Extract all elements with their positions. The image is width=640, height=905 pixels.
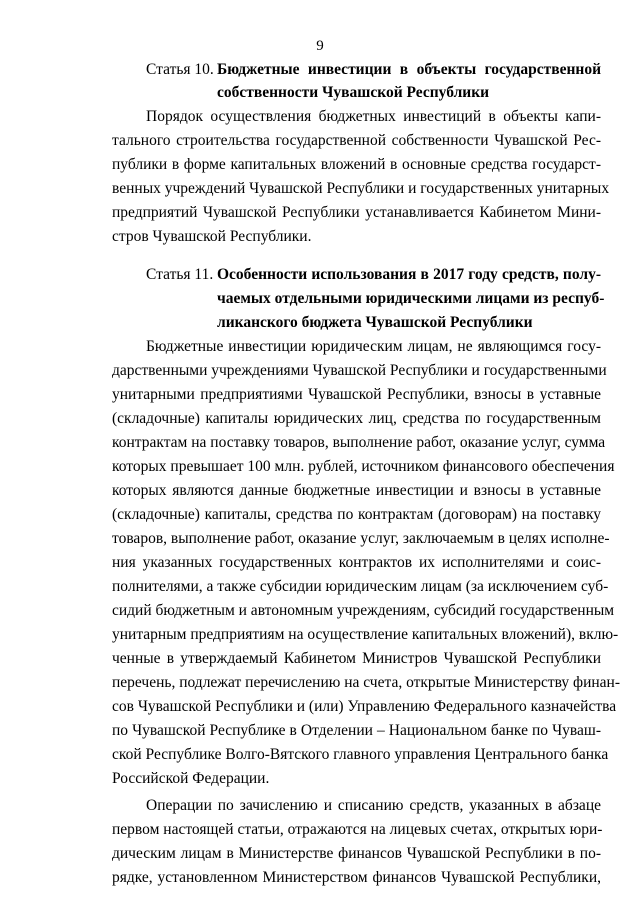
article-11-body-line: которых превышает 100 млн. рублей, источником финансового обеспечения <box>112 458 615 475</box>
article-10-body-line: тального строительства государственной собственности Чувашской Рес- <box>112 132 601 149</box>
article-10-body-line: венных учреждений Чувашской Республики и государственных унитарных <box>112 180 610 197</box>
article-11-body-line: унитарными предприятиями Чувашской Республики, взносы в уставные <box>112 386 601 403</box>
article-11-body-line: Российской Федерации. <box>112 770 270 787</box>
article-11-body2-line: Операции по зачислению и списанию средств, указанных в абзаце <box>146 797 601 814</box>
article-10-title-line-1: Бюджетные инвестиции в объекты государственной <box>217 61 601 78</box>
article-11-title-line-2: чаемых отдельными юридическими лицами из респуб- <box>217 290 605 307</box>
article-11-label: Статья 11. <box>146 266 214 283</box>
article-10-title-line-2: собственности Чувашской Республики <box>217 84 490 101</box>
article-10-body-line: публики в форме капитальных вложений в основные средства государст- <box>112 156 601 173</box>
article-11-body-line: контрактам на поставку товаров, выполнение работ, оказание услуг, сумма <box>112 434 606 451</box>
article-11-body-line: унитарным предприятиям на осуществление капитальных вложений), вклю- <box>112 626 619 643</box>
article-11-body2-line: первом настоящей статьи, отражаются на лицевых счетах, открытых юри- <box>112 821 603 838</box>
article-11-body2-line: дическим лицам в Министерстве финансов Чувашской Республики в по- <box>112 845 601 862</box>
article-11-body-line: товаров, выполнение работ, оказание услуг, заключаемым в целях исполне- <box>112 530 610 547</box>
article-11-body-line: полнителями, а также субсидии юридическим лицам (за исключением суб- <box>112 578 609 595</box>
article-11-body-line: (складочные) капиталы юридических лиц, средства по государственным <box>112 410 601 427</box>
article-11-body-line: по Чувашской Республике в Отделении – Национальном банке по Чуваш- <box>112 722 601 739</box>
article-10-label: Статья 10. <box>146 61 214 78</box>
article-11-body-line: ской Республике Волго-Вятского главного управления Центрального банка <box>112 746 609 763</box>
page-number: 9 <box>316 38 324 54</box>
article-10-body-line: предприятий Чувашской Республики устанавливается Кабинетом Мини- <box>112 204 601 221</box>
article-11-body-line: ния указанных государственных контрактов их исполнителями и соис- <box>112 554 601 571</box>
article-11-body-line: перечень, подлежат перечислению на счета, открытые Министерству финан- <box>112 674 621 691</box>
article-11-title-line-3: ликанского бюджета Чувашской Республики <box>217 314 533 331</box>
article-11-body-line: которых являются данные бюджетные инвестиции и взносы в уставные <box>112 482 601 499</box>
article-11-body-line: ченные в утверждаемый Кабинетом Министров Чувашской Республики <box>112 650 601 667</box>
article-11-body-line: дарственными учреждениями Чувашской Республики и государственными <box>112 362 607 379</box>
article-11-body-line: (складочные) капиталы, средства по контрактам (договорам) на поставку <box>112 506 601 523</box>
article-11-title-line-1: Особенности использования в 2017 году средств, полу- <box>217 266 601 283</box>
article-10-body-line: стров Чувашской Республики. <box>112 228 312 245</box>
article-11-body2-line: рядке, установленном Министерством финансов Чувашской Республики, <box>112 869 601 886</box>
article-10-body-line: Порядок осуществления бюджетных инвестиций в объекты капи- <box>146 108 601 125</box>
article-11-body-line: Бюджетные инвестиции юридическим лицам, не являющимся госу- <box>146 338 601 355</box>
article-11-body-line: сидий бюджетным и автономным учреждениям, субсидий государственным <box>112 602 615 619</box>
article-11-body-line: сов Чувашской Республики и (или) Управлению Федерального казначейства <box>112 698 617 715</box>
